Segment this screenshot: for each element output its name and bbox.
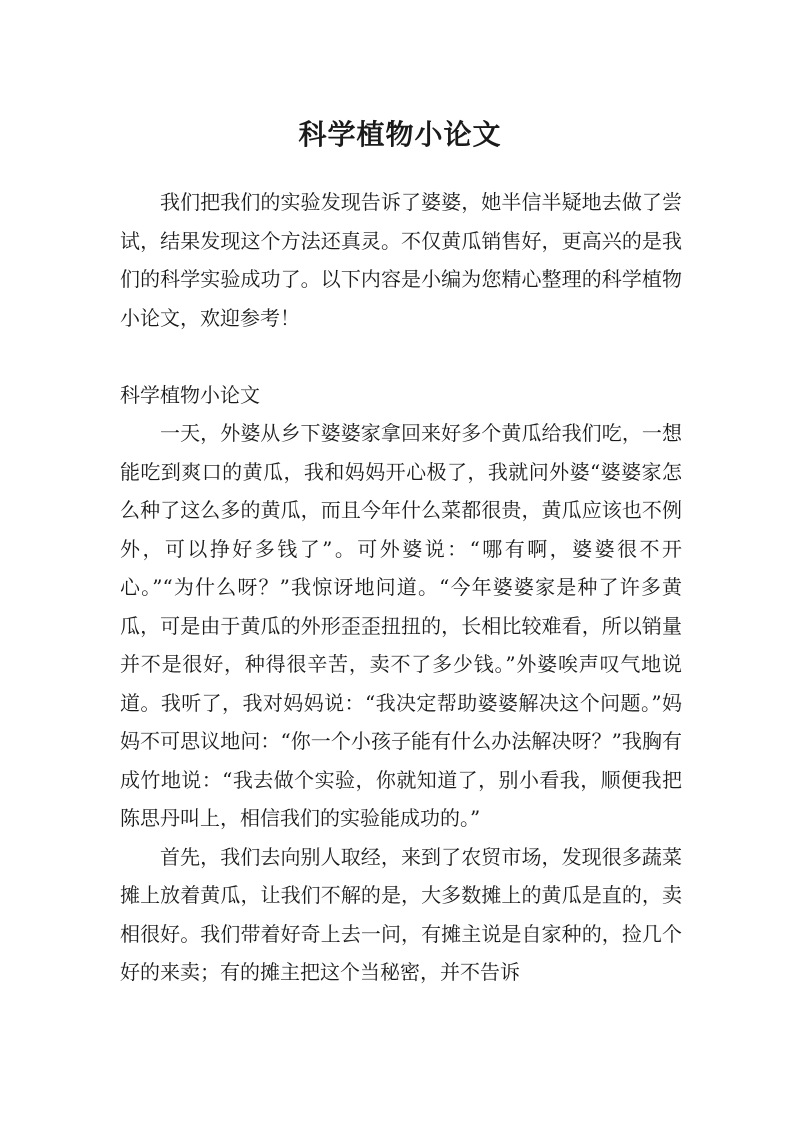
body-paragraph-1: 一天，外婆从乡下婆婆家拿回来好多个黄瓜给我们吃，一想能吃到爽口的黄瓜，我和妈妈开心极了，我就问外婆“婆婆家怎么种了这么多的黄瓜，而且今年什么菜都很贵，黄瓜应该也不例外，可以挣好多钱了”。可外婆说：“哪有啊，婆婆很不开心。”“为什么呀？”我惊讶地问道。“今年婆婆家是种了许多黄瓜，可是由于黄瓜的外形歪歪扭扭的，长相比较难看，所以销量并不是很好，种得很辛苦，卖不了多少钱。”外婆唉声叹气地说道。我听了，我对妈妈说：“我决定帮助婆婆解决这个问题。”妈妈不可思议地问：“你一个小孩子能有什么办法解决呀？”我胸有成竹地说：“我去做个实验，你就知道了，别小看我，顺便我把陈思丹叫上，相信我们的实验能成功的。” — [120, 421, 682, 830]
document-title: 科学植物小论文 — [298, 117, 502, 151]
document-body — [120, 183, 682, 992]
paragraph-spacer — [120, 337, 682, 376]
intro-paragraph: 我们把我们的实验发现告诉了婆婆，她半信半疑地去做了尝试，结果发现这个方法还真灵。不仅黄瓜销售好，更高兴的是我们的科学实验成功了。以下内容是小编为您精心整理的科学植物小论文，欢迎参考！ — [120, 190, 682, 330]
section-heading: 科学植物小论文 — [120, 382, 260, 407]
body-paragraph-2: 首先，我们去向别人取经，来到了农贸市场，发现很多蔬菜摊上放着黄瓜，让我们不解的是，大多数摊上的黄瓜是直的，卖相很好。我们带着好奇上去一问，有摊主说是自家种的，捡几个好的来卖；有的摊主把这个当秘密，并不告诉 — [120, 844, 682, 984]
